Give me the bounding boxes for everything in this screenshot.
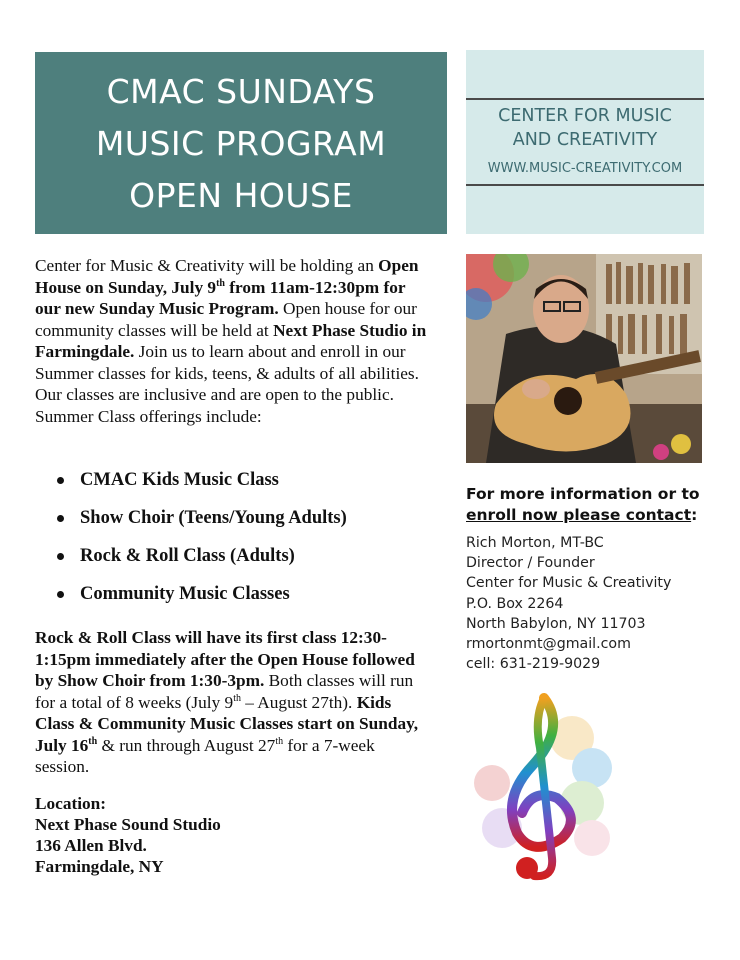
brand-website[interactable]: WWW.MUSIC-CREATIVITY.COM [487,161,683,176]
guitarist-photo [466,254,702,463]
schedule-text-4: for a 7-week session. [35,735,375,776]
contact-heading-colon: : [691,506,698,524]
schedule-suffix-1: th [233,692,241,704]
schedule-text-1: Both classes will run for a total of 8 weeks (July 9 [35,671,414,712]
class-list [55,461,347,613]
contact-city: North Babylon, NY 11703 [466,615,646,632]
location-heading: Location: [35,794,107,813]
brand-top-rule [466,98,704,100]
schedule-paragraph [35,627,420,778]
bullet-icon [57,515,64,522]
schedule-kids-community: Kids Class & Community Music Classes start on Sunday, July 16 [35,692,419,755]
intro-text-1: Center for Music & Creativity will be holding an [35,256,374,275]
schedule-rock-roll: Rock & Roll Class will have its first class 12:30-1:15pm immediately after the Open House followed by Show Choir from 1:30-3pm. [35,628,415,690]
intro-text-2: Open house for our community classes will be held at [35,299,417,340]
contact-email[interactable]: rmortonmt@gmail.com [466,636,631,653]
title-line-2: MUSIC PROGRAM [95,124,387,163]
contact-role: Director / Founder [466,555,595,572]
contact-heading-line-1: For more information or to [466,485,700,503]
location-street: 136 Allen Blvd. [35,836,147,855]
brand-bottom-rule [466,184,704,186]
class-label: CMAC Kids Music Class [80,470,279,490]
intro-open-house-date: Open House on Sunday, July 9 [35,256,419,297]
class-label: Show Choir (Teens/Young Adults) [80,508,347,528]
contact-phone[interactable]: cell: 631-219-9029 [466,656,601,673]
contact-po-box: P.O. Box 2264 [466,595,564,612]
contact-details [466,533,671,674]
schedule-text-3: & run through August 27 [97,735,276,755]
class-label: Community Music Classes [80,584,290,604]
intro-date-suffix: th [216,277,225,289]
class-label: Rock & Roll Class (Adults) [80,546,295,566]
title-line-3: OPEN HOUSE [129,176,353,215]
list-item [55,575,347,613]
intro-venue: Next Phase Studio in Farmingdale. [35,320,427,361]
location-venue: Next Phase Sound Studio [35,815,221,834]
intro-text-3: Join us to learn about and enroll in our Summer classes for kids, teens, & adults of all abilities. Our classes are inclusive and are open to the public. Summer Class offerings include: [35,342,419,426]
list-item [55,499,347,537]
schedule-suffix-3: th [275,735,284,747]
bullet-icon [57,553,64,560]
contact-heading-line-2: enroll now please contact [466,506,692,524]
list-item [55,537,347,575]
contact-heading [466,484,726,526]
intro-paragraph [35,255,430,427]
schedule-text-2: – August 27th). [240,692,357,712]
bullet-icon [57,477,64,484]
list-item [55,461,347,499]
treble-clef-icon [462,688,622,888]
contact-name: Rich Morton, MT-BC [466,535,604,551]
contact-organization: Center for Music & Creativity [466,575,672,592]
bullet-icon [57,591,64,598]
schedule-suffix-2: th [88,735,98,747]
location-city: Farmingdale, NY [35,857,164,876]
brand-panel [466,50,704,234]
brand-name-line-2: AND CREATIVITY [512,130,658,150]
title-banner [35,52,447,234]
title-line-1: CMAC SUNDAYS [106,72,376,111]
location-block [35,793,221,877]
brand-name-line-1: CENTER FOR MUSIC [498,106,672,126]
intro-open-house-time: from 11am-12:30pm for our new Sunday Music Program. [35,277,406,318]
